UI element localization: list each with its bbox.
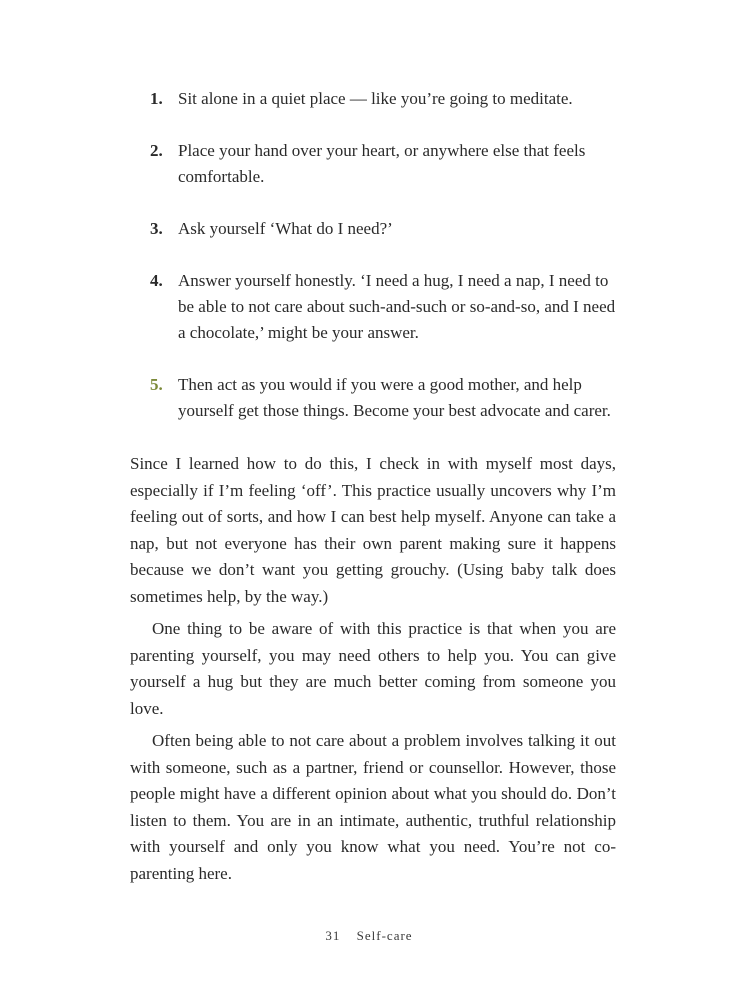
paragraph: Since I learned how to do this, I check in with myself most days, especially if I’m feeling ‘off’. This practice usually uncovers why I’m feeling out of sorts, and how I can best help myself. Anyone can take a nap, but not everyone has their own parent making sure it happens because we don’t want you getting grouchy. (Using baby talk does sometimes help, by the way.) xyxy=(130,454,616,606)
step-text: Sit alone in a quiet place — like you’re going to meditate. xyxy=(178,89,573,108)
step-text: Answer yourself honestly. ‘I need a hug, I need a nap, I need to be able to not care about such-and-such or so-and-so, and I need a chocolate,’ might be your answer. xyxy=(178,271,616,342)
list-item xyxy=(150,216,620,242)
list-item xyxy=(150,268,620,346)
step-text: Place your hand over your heart, or anywhere else that feels comfortable. xyxy=(178,141,586,186)
numbered-steps-list xyxy=(150,86,620,450)
list-item xyxy=(150,372,620,424)
step-text: Then act as you would if you were a good mother, and help yourself get those things. Become your best advocate and carer. xyxy=(178,375,611,420)
section-title: Self-care xyxy=(356,928,413,943)
list-item xyxy=(150,86,620,112)
step-text: Ask yourself ‘What do I need?’ xyxy=(178,219,393,238)
page-footer xyxy=(0,928,738,944)
list-item xyxy=(150,138,620,190)
step-number: 3. xyxy=(150,219,163,238)
step-number: 2. xyxy=(150,141,163,160)
paragraph: One thing to be aware of with this practice is that when you are parenting yourself, you may need others to help you. You can give yourself a hug but they are much better coming from someone you love. xyxy=(130,619,616,718)
step-number: 4. xyxy=(150,271,163,290)
step-number: 1. xyxy=(150,89,163,108)
step-number: 5. xyxy=(150,375,163,394)
page-number: 31 xyxy=(325,928,341,943)
body-text xyxy=(130,451,616,887)
paragraph: Often being able to not care about a problem involves talking it out with someone, such as a partner, friend or counsellor. However, those people might have a different opinion about what you should do. Don’t listen to them. You are in an intimate, authentic, truthful relationship with yourself and only you know what you need. You’re not co-parenting here. xyxy=(130,731,616,883)
